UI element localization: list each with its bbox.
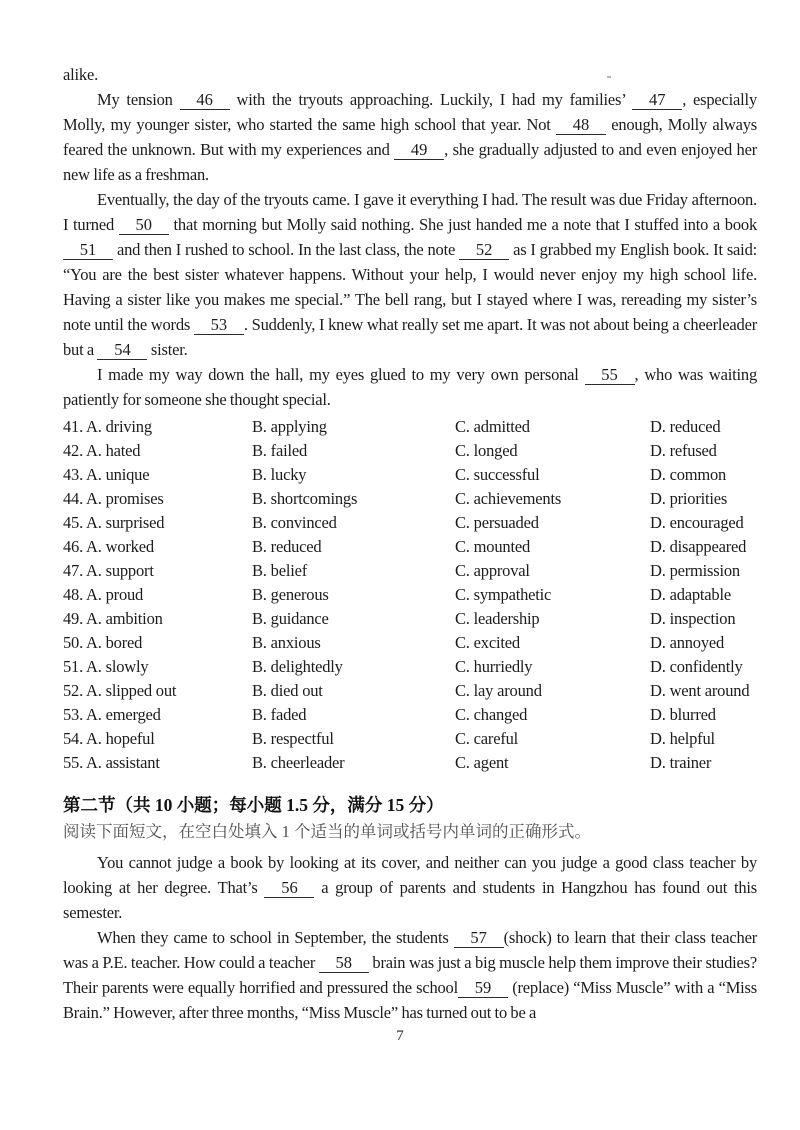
blank-59: 59 — [458, 979, 508, 998]
section2-instruction: 阅读下面短文，在空白处填入 1 个适当的单词或括号内单词的正确形式。 — [63, 822, 591, 841]
option-d: D. confidently — [650, 657, 743, 676]
blank-48: 48 — [556, 116, 606, 135]
blank-52: 52 — [459, 241, 509, 260]
option-b: B. failed — [252, 441, 308, 460]
option-b: B. lucky — [252, 465, 307, 484]
option-b: B. guidance — [252, 609, 329, 628]
option-b: B. died out — [252, 681, 323, 700]
option-a: 50. A. bored — [63, 633, 143, 652]
blank-51: 51 — [63, 241, 113, 260]
option-c: C. agent — [455, 753, 509, 772]
option-row-51 — [63, 655, 757, 679]
option-d: D. encouraged — [650, 513, 744, 532]
cloze-options-table — [63, 415, 757, 775]
option-d: D. blurred — [650, 705, 716, 724]
option-d: D. refused — [650, 441, 717, 460]
option-b: B. delightedly — [252, 657, 343, 676]
option-c: C. excited — [455, 633, 520, 652]
option-c: C. longed — [455, 441, 518, 460]
passage1-paragraph-2: Eventually, the day of the tryouts came. I gave it everything I had. The result was due Friday afternoon. I turned 50 that morning but Molly said nothing. She just handed me a note that I stuffed into a book 51 and then I rushed to school. In the last class, the note 52 as I grabbed my English book. It said: “You are the best sister whatever happens. Without your help, I would never enjoy my high school life. Having a sister like you makes me special.” The bell rang, but I stayed where I was, rereading my sister’s note until the words 53 . Suddenly, I knew what really set me apart. It was not about being a cheerleader but a 54 sister. — [63, 190, 758, 359]
passage2-paragraph-1: You cannot judge a book by looking at its cover, and neither can you judge a good class teacher by looking at her degree. That’s 56 a group of parents and students in Hangzhou has found out this semester. — [63, 853, 758, 922]
option-d: D. helpful — [650, 729, 715, 748]
option-a: 42. A. hated — [63, 441, 141, 460]
option-a: 52. A. slipped out — [63, 681, 177, 700]
option-a: 45. A. surprised — [63, 513, 165, 532]
carryover-line: alike. — [63, 65, 98, 84]
passage2-paragraph-2: When they came to school in September, the students 57 (shock) to learn that their class teacher was a P.E. teacher. How could a teacher 58 brain was just a big muscle help them improve their studies? Their parents were equally horrified and pressured the school 59 (replace) “Miss Muscle” with a “Miss Brain.” However, after three months, “Miss Muscle” has turned out to be a — [63, 928, 757, 1022]
exam-page-content — [63, 62, 757, 1025]
option-d: D. permission — [650, 561, 740, 580]
option-row-45 — [63, 511, 757, 535]
option-a: 47. A. support — [63, 561, 154, 580]
option-row-54 — [63, 727, 757, 751]
option-c: C. leadership — [455, 609, 540, 628]
blank-47: 47 — [632, 91, 682, 110]
option-c: C. lay around — [455, 681, 542, 700]
option-row-47 — [63, 559, 757, 583]
option-c: C. successful — [455, 465, 540, 484]
option-row-52 — [63, 679, 757, 703]
option-a: 53. A. emerged — [63, 705, 161, 724]
option-c: C. careful — [455, 729, 519, 748]
option-b: B. anxious — [252, 633, 321, 652]
option-row-55 — [63, 751, 757, 775]
option-b: B. reduced — [252, 537, 322, 556]
option-b: B. applying — [252, 417, 327, 436]
option-d: D. adaptable — [650, 585, 731, 604]
option-row-44 — [63, 487, 757, 511]
blank-58: 58 — [319, 954, 369, 973]
option-d: D. disappeared — [650, 537, 747, 556]
option-b: B. belief — [252, 561, 308, 580]
option-row-41 — [63, 415, 757, 439]
blank-54: 54 — [97, 341, 147, 360]
option-b: B. faded — [252, 705, 307, 724]
option-c: C. sympathetic — [455, 585, 552, 604]
option-row-48 — [63, 583, 757, 607]
option-a: 44. A. promises — [63, 489, 164, 508]
option-a: 46. A. worked — [63, 537, 154, 556]
option-a: 49. A. ambition — [63, 609, 163, 628]
option-d: D. trainer — [650, 753, 712, 772]
option-b: B. convinced — [252, 513, 337, 532]
option-d: D. priorities — [650, 489, 728, 508]
option-a: 51. A. slowly — [63, 657, 149, 676]
option-row-50 — [63, 631, 757, 655]
option-c: C. changed — [455, 705, 528, 724]
option-a: 55. A. assistant — [63, 753, 160, 772]
blank-57: 57 — [454, 929, 504, 948]
blank-55: 55 — [585, 366, 635, 385]
option-a: 41. A. driving — [63, 417, 152, 436]
blank-49: 49 — [394, 141, 444, 160]
option-d: D. reduced — [650, 417, 721, 436]
option-row-46 — [63, 535, 757, 559]
option-a: 48. A. proud — [63, 585, 144, 604]
option-row-49 — [63, 607, 757, 631]
option-c: C. persuaded — [455, 513, 539, 532]
passage1-paragraph-1: My tension 46 with the tryouts approaching. Luckily, I had my families’ 47 , especially Molly, my younger sister, who started the same high school that year. Not 48 enough, Molly always feared the unknown. But with my experiences and 49 , she gradually adjusted to and even enjoyed her new life as a freshman. — [63, 90, 757, 184]
option-row-42 — [63, 439, 757, 463]
option-c: C. admitted — [455, 417, 530, 436]
blank-53: 53 — [194, 316, 244, 335]
option-b: B. generous — [252, 585, 329, 604]
option-d: D. inspection — [650, 609, 736, 628]
option-row-43 — [63, 463, 757, 487]
section2-heading: 第二节（共 10 小题；每小题 1.5 分，满分 15 分） — [63, 795, 444, 815]
option-a: 43. A. unique — [63, 465, 150, 484]
option-d: D. annoyed — [650, 633, 725, 652]
option-c: C. mounted — [455, 537, 530, 556]
passage1-paragraph-3: I made my way down the hall, my eyes glued to my very own personal 55 , who was waiting patiently for someone she thought special. — [63, 365, 758, 409]
option-b: B. respectful — [252, 729, 334, 748]
option-row-53 — [63, 703, 757, 727]
option-d: D. went around — [650, 681, 750, 700]
option-a: 54. A. hopeful — [63, 729, 155, 748]
option-c: C. achievements — [455, 489, 562, 508]
blank-56: 56 — [264, 879, 314, 898]
blank-46: 46 — [180, 91, 230, 110]
page-number: 7 — [396, 1028, 404, 1044]
option-b: B. shortcomings — [252, 489, 358, 508]
option-c: C. hurriedly — [455, 657, 533, 676]
option-d: D. common — [650, 465, 727, 484]
option-c: C. approval — [455, 561, 530, 580]
blank-50: 50 — [119, 216, 169, 235]
option-b: B. cheerleader — [252, 753, 345, 772]
